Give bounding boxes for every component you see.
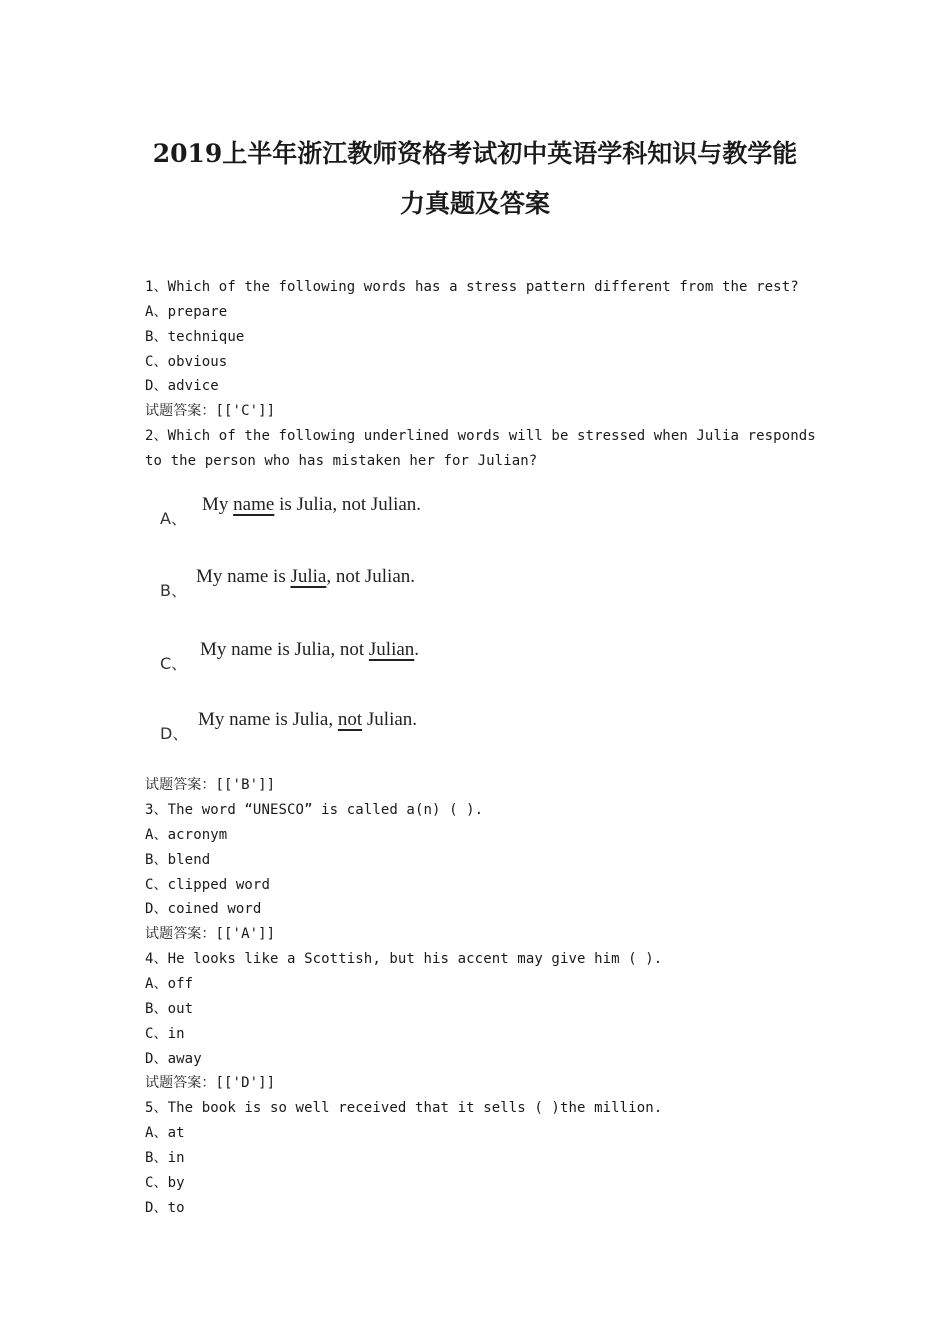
question-2-option-b-image	[160, 566, 460, 606]
question-3-option-d: D、coined word	[145, 901, 262, 917]
question-1-option-c: C、obvious	[145, 354, 228, 370]
question-4-option-c: C、in	[145, 1026, 185, 1042]
question-3-stem: 3、The word “UNESCO” is called a(n) ( ).	[145, 802, 484, 818]
question-2-option-a-image	[160, 494, 460, 534]
question-3-answer: 试题答案：[['A']]	[145, 926, 276, 942]
question-1-answer: 试题答案：[['C']]	[145, 403, 276, 419]
option-sentence: My name is Julia, not Julian.	[198, 709, 418, 730]
question-3-option-b: B、blend	[145, 852, 211, 868]
document-title-line-2: 力真题及答案	[399, 189, 550, 218]
question-4-answer: 试题答案：[['D']]	[145, 1075, 276, 1091]
option-letter: D、	[160, 724, 189, 743]
question-5-option-a: A、at	[145, 1125, 185, 1141]
question-1-stem: 1、Which of the following words has a stress pattern different from the rest?	[145, 279, 799, 295]
question-1-option-d: D、advice	[145, 378, 219, 394]
document-title-line-1: 2019上半年浙江教师资格考试初中英语学科知识与教学能	[152, 139, 798, 168]
option-sentence: My name is Julia, not Julian.	[202, 494, 422, 515]
question-1-option-a: A、prepare	[145, 304, 228, 320]
question-5-option-b: B、in	[145, 1150, 185, 1166]
underlined-word: Julian	[368, 639, 415, 660]
question-5-stem: 5、The book is so well received that it sells ( )the million.	[145, 1100, 663, 1116]
question-3-option-a: A、acronym	[145, 827, 228, 843]
question-5-option-c: C、by	[145, 1175, 185, 1191]
underlined-word: name	[233, 494, 275, 515]
question-4-stem: 4、He looks like a Scottish, but his accent may give him ( ).	[145, 951, 663, 967]
question-4-option-a: A、off	[145, 976, 194, 992]
underlined-word: Julia	[290, 566, 327, 587]
question-4-option-b: B、out	[145, 1001, 194, 1017]
question-3-option-c: C、clipped word	[145, 877, 270, 893]
option-letter: B、	[160, 581, 187, 600]
option-letter: A、	[160, 509, 187, 528]
option-letter: C、	[160, 654, 188, 673]
question-2-option-c-image	[160, 639, 460, 679]
question-1-option-b: B、technique	[145, 329, 245, 345]
question-4-option-d: D、away	[145, 1051, 202, 1067]
option-sentence: My name is Julia, not Julian.	[200, 639, 420, 660]
question-2-stem-line-2: to the person who has mistaken her for Julian?	[145, 453, 538, 469]
question-2-answer: 试题答案：[['B']]	[145, 777, 276, 793]
question-2-stem-line-1: 2、Which of the following underlined words will be stressed when Julia responds	[145, 428, 816, 444]
question-5-option-d: D、to	[145, 1200, 185, 1216]
question-2-option-d-image	[160, 709, 460, 749]
option-sentence: My name is Julia, not Julian.	[196, 566, 416, 587]
underlined-word: not	[337, 709, 363, 730]
